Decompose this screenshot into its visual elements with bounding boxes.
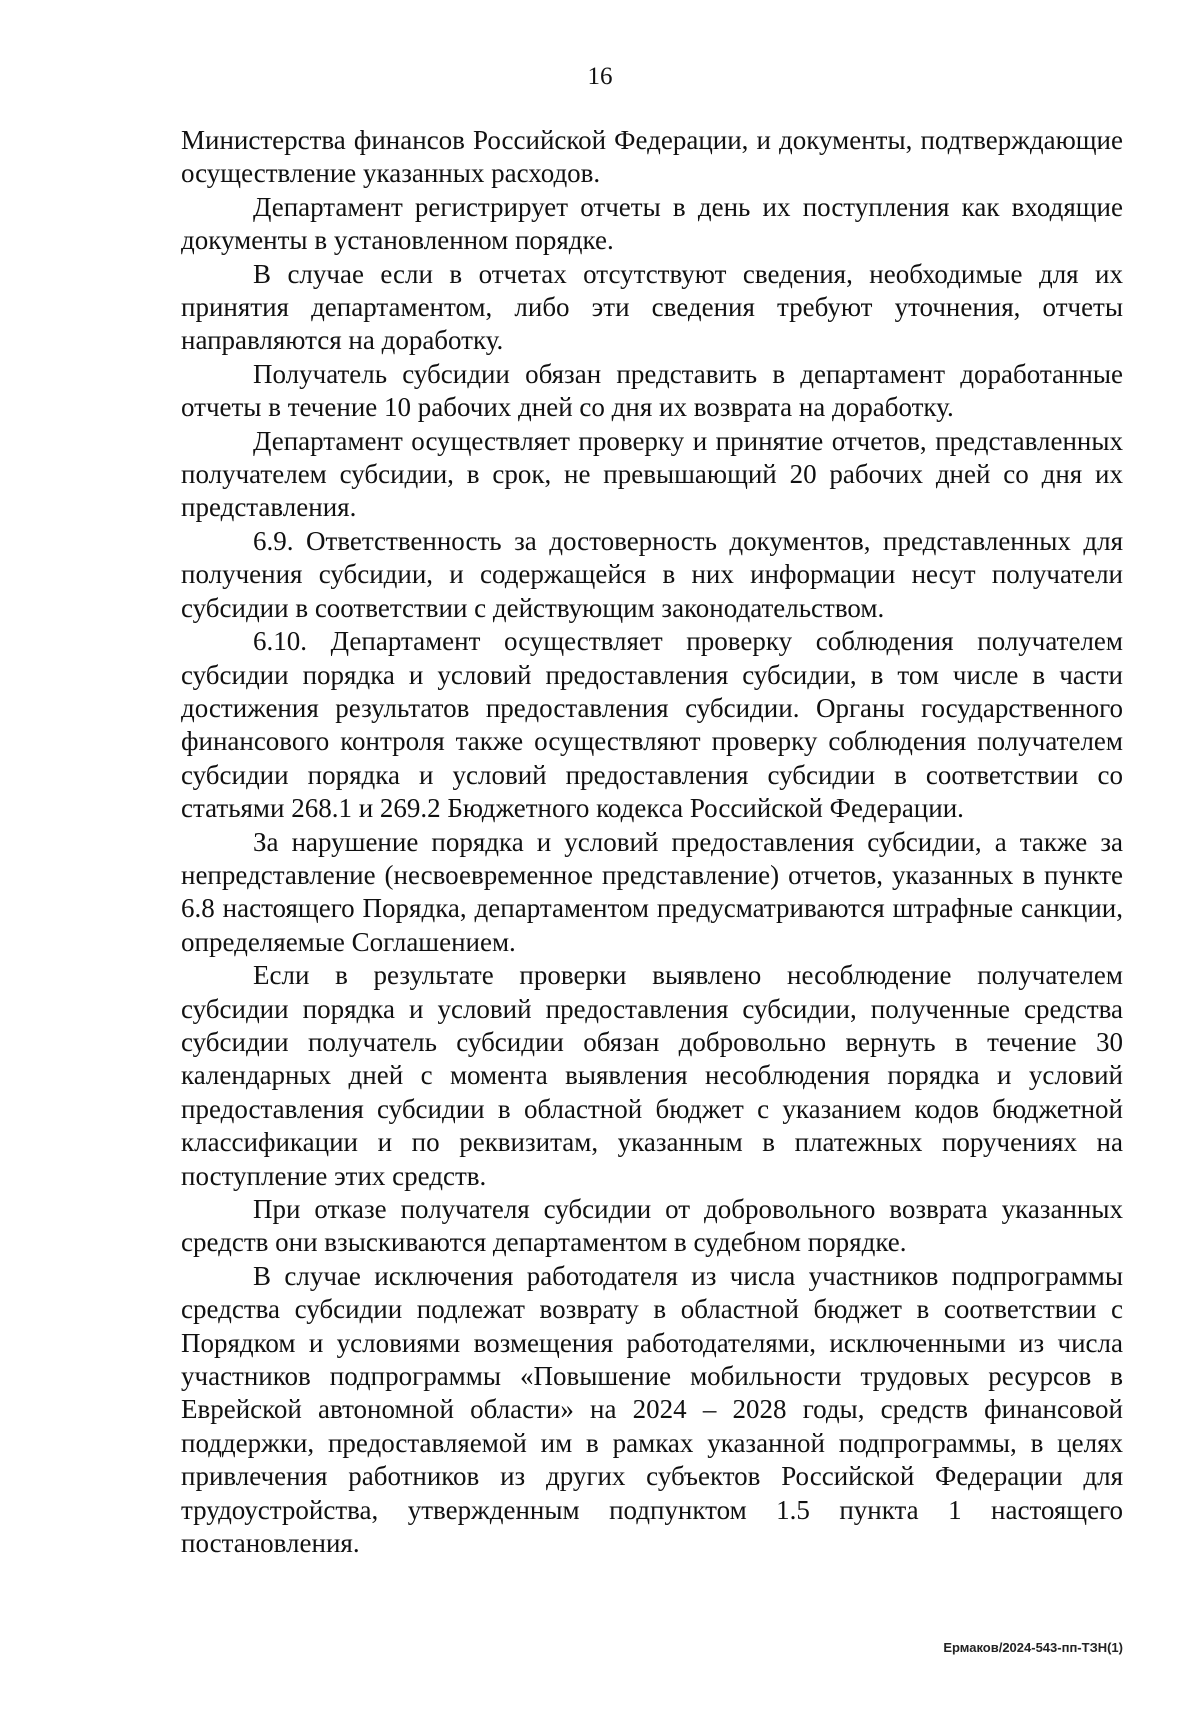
paragraph: Получатель субсидии обязан представить в департамент доработанные отчеты в течение 10 рабочих дней со дня их возврата на доработку. <box>181 358 1123 423</box>
document-body <box>181 124 1123 1560</box>
paragraph: В случае исключения работодателя из числа участников подпрограммы средства субсидии подлежат возврату в областной бюджет в соответствии с Порядком и условиями возмещения работодателями, исключенными из числа участников подпрограммы «Повышение мобильности трудовых ресурсов в Еврейской автономной области» на 2024 – 2028 годы, средств финансовой поддержки, предоставляемой им в рамках указанной подпрограммы, в целях привлечения работников из других субъектов Российской Федерации для трудоустройства, утвержденным подпунктом 1.5 пункта 1 настоящего постановления. <box>181 1260 1123 1559</box>
paragraph: При отказе получателя субсидии от добровольного возврата указанных средств они взыскиваются департаментом в судебном порядке. <box>181 1194 1123 1258</box>
paragraph-continuation: Министерства финансов Российской Федерации, и документы, подтверждающие осуществление указанных расходов. <box>181 125 1123 189</box>
paragraph-6-9: 6.9. Ответственность за достоверность документов, представленных для получения субсидии, и содержащейся в них информации несут получатели субсидии в соответствии с действующим законодательством. <box>181 525 1123 623</box>
paragraph-6-10: 6.10. Департамент осуществляет проверку соблюдения получателем субсидии порядка и условий предоставления субсидии, в том числе в части достижения результатов предоставления субсидии. Органы государственного финансового контроля также осуществляют проверку соблюдения получателем субсидии порядка и условий предоставления субсидии в соответствии со статьями 268.1 и 269.2 Бюджетного кодекса Российской Федерации. <box>181 626 1123 824</box>
document-footer-code: Ермаков/2024-543-пп-ТЗН(1) <box>943 1640 1123 1655</box>
paragraph: Департамент регистрирует отчеты в день их поступления как входящие документы в установленном порядке. <box>181 191 1123 256</box>
paragraph: Если в результате проверки выявлено несоблюдение получателем субсидии порядка и условий предоставления субсидии, полученные средства субсидии получатель субсидии обязан добровольно вернуть в течение 30 календарных дней с момента выявления несоблюдения порядка и условий предоставления субсидии в областной бюджет с указанием кодов бюджетной классификации и по реквизитам, указанным в платежных поручениях на поступление этих средств. <box>181 960 1123 1191</box>
paragraph: Департамент осуществляет проверку и принятие отчетов, представленных получателем субсидии, в срок, не превышающий 20 рабочих дней со дня их представления. <box>181 425 1123 523</box>
page-number: 16 <box>587 63 613 90</box>
paragraph: За нарушение порядка и условий предоставления субсидии, а также за непредставление (несвоевременное представление) отчетов, указанных в пункте 6.8 настоящего Порядка, департаментом предусматриваются штрафные санкции, определяемые Соглашением. <box>181 826 1123 957</box>
paragraph: В случае если в отчетах отсутствуют сведения, необходимые для их принятия департаментом, либо эти сведения требуют уточнения, отчеты направляются на доработку. <box>181 258 1123 356</box>
